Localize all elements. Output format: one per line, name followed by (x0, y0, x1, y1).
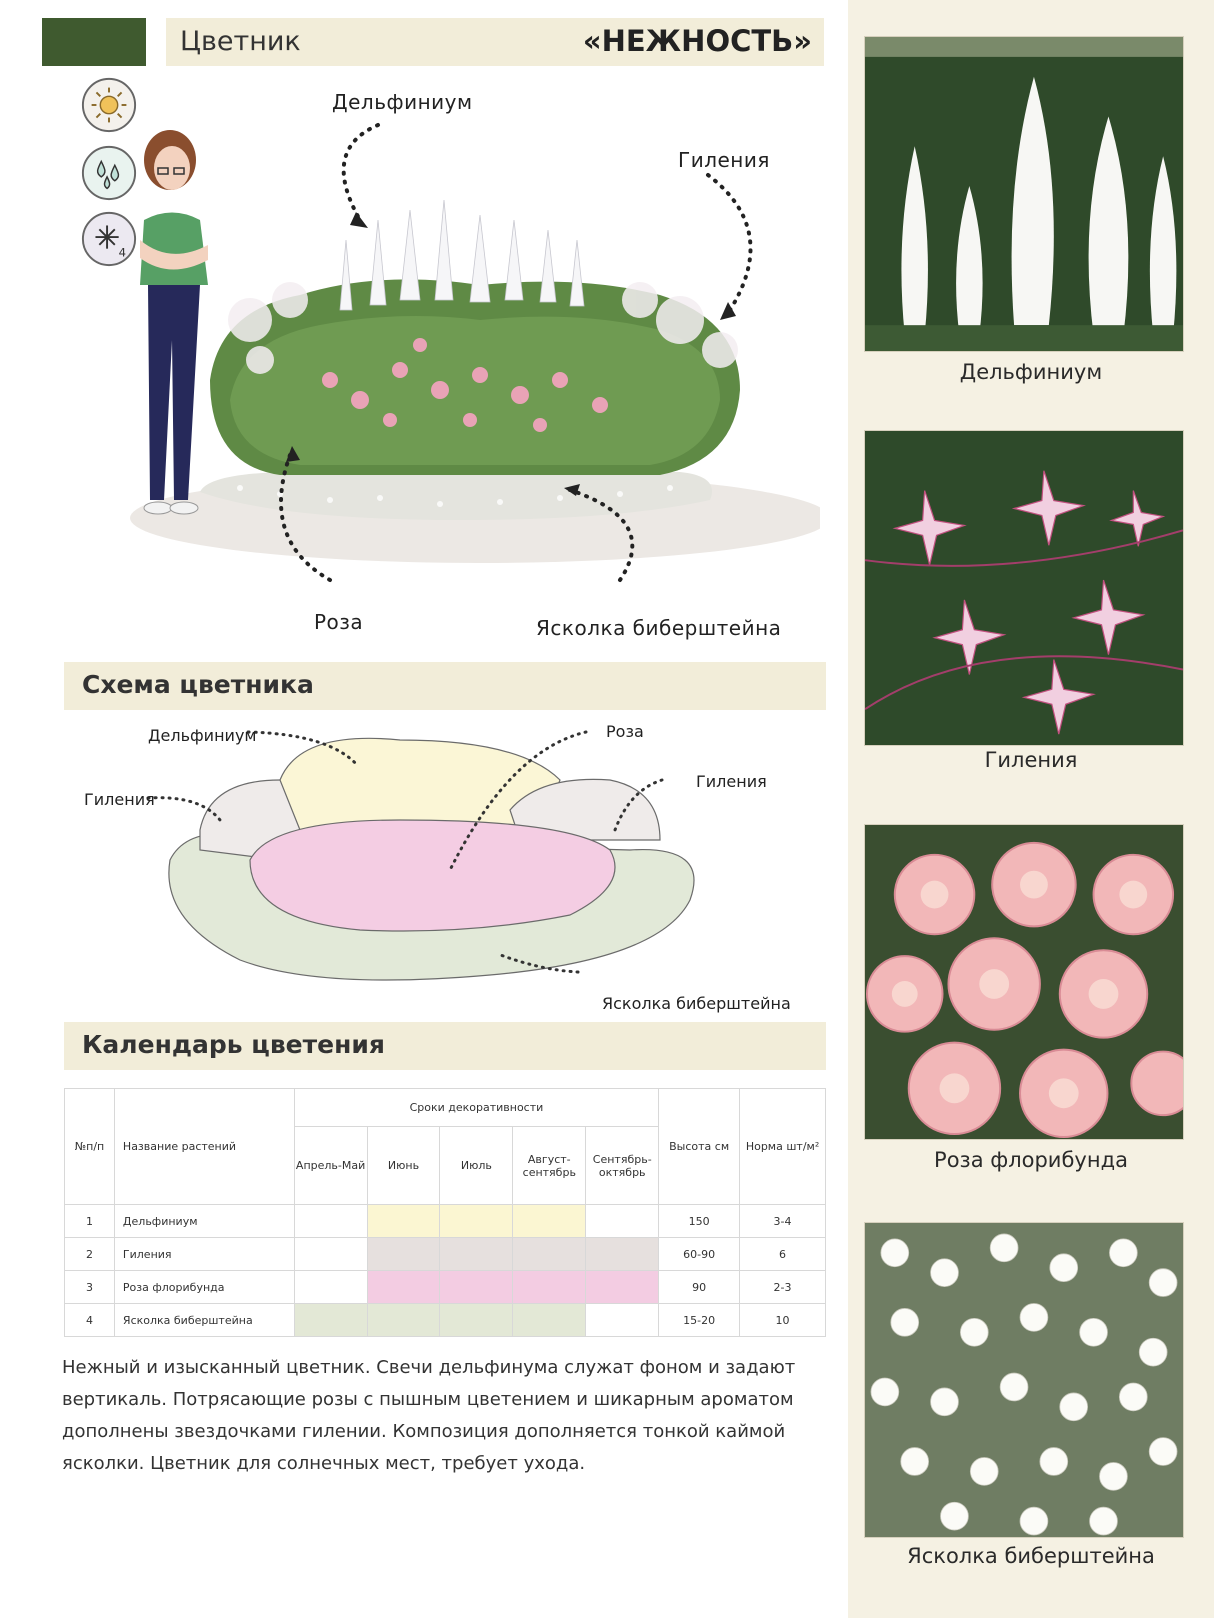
caption-gillenia: Гиления (984, 748, 1078, 772)
caption-delphinium: Дельфиниум (959, 360, 1103, 384)
photo-gillenia (864, 430, 1184, 746)
scheme-title: Схема цветника (82, 670, 314, 699)
bloom-cell (294, 1205, 367, 1238)
row-plant-name: Дельфиниум (114, 1205, 294, 1238)
col-header-period: Сроки декоративности (294, 1089, 659, 1127)
flowerbed-illustration (60, 80, 820, 650)
illus-label-cerastium: Ясколка биберштейна (536, 616, 782, 640)
scheme-label-delphinium: Дельфиниум (148, 726, 257, 745)
header-title-left: Цветник (180, 26, 301, 57)
col-header-month: Август-сентябрь (513, 1127, 586, 1205)
scheme-label-rose: Роза (606, 722, 644, 741)
illus-label-gillenia: Гиления (678, 148, 770, 172)
bloom-cell (367, 1271, 440, 1304)
bloom-cell (513, 1271, 586, 1304)
bloom-cell (440, 1271, 513, 1304)
row-height: 90 (659, 1271, 740, 1304)
row-plant-name: Гиления (114, 1238, 294, 1271)
table-row (65, 1304, 826, 1337)
table-row (65, 1205, 826, 1238)
row-norm: 6 (740, 1238, 826, 1271)
scheme-label-cerastium: Ясколка биберштейна (602, 994, 791, 1013)
bloom-cell (367, 1205, 440, 1238)
col-header-month: Июнь (367, 1127, 440, 1205)
description-text: Нежный и изысканный цветник. Свечи дельфинума служат фоном и задают вертикаль. Потрясающие розы с пышным цветением и шикарным ароматом дополнены звездочками гилении. Композиция дополняется тонкой каймой ясколки. Цветник для солнечных мест, требует ухода. (62, 1357, 796, 1474)
illus-label-delphinium: Дельфиниум (332, 90, 473, 114)
row-height: 60-90 (659, 1238, 740, 1271)
header-title-right: «НЕЖНОСТЬ» (582, 24, 812, 58)
bloom-cell (440, 1304, 513, 1337)
scheme-section-bar (64, 662, 826, 710)
row-norm: 2-3 (740, 1271, 826, 1304)
row-height: 150 (659, 1205, 740, 1238)
col-header-month: Сентябрь-октябрь (586, 1127, 659, 1205)
bloom-cell (513, 1238, 586, 1271)
bloom-cell (294, 1238, 367, 1271)
row-height: 15-20 (659, 1304, 740, 1337)
calendar-section-bar (64, 1022, 826, 1070)
caption-rose: Роза флорибунда (934, 1148, 1128, 1172)
table-row (65, 1238, 826, 1271)
bloom-cell (367, 1304, 440, 1337)
row-plant-name: Роза флорибунда (114, 1271, 294, 1304)
col-header-month: Июль (440, 1127, 513, 1205)
row-norm: 10 (740, 1304, 826, 1337)
row-num: 4 (65, 1304, 115, 1337)
bloom-cell (440, 1238, 513, 1271)
calendar-title: Календарь цветения (82, 1030, 385, 1059)
scheme-label-gillenia-left: Гиления (84, 790, 155, 809)
row-num: 3 (65, 1271, 115, 1304)
row-num: 2 (65, 1238, 115, 1271)
scheme-label-gillenia-right: Гиления (696, 772, 767, 791)
bloom-cell (294, 1271, 367, 1304)
bloom-cell (586, 1304, 659, 1337)
bloom-cell (586, 1271, 659, 1304)
col-header-norm: Норма шт/м² (740, 1089, 826, 1205)
bloom-cell (513, 1304, 586, 1337)
col-header-name: Название растений (114, 1089, 294, 1205)
col-header-num: №п/п (65, 1089, 115, 1205)
photo-delphinium (864, 36, 1184, 352)
bloom-cell (294, 1304, 367, 1337)
illus-label-rose: Роза (314, 610, 364, 634)
col-header-month: Апрель-Май (294, 1127, 367, 1205)
flowerbed-scheme (70, 720, 830, 1020)
bloom-cell (513, 1205, 586, 1238)
bloom-cell (440, 1205, 513, 1238)
bloom-cell (586, 1238, 659, 1271)
bloom-cell (367, 1238, 440, 1271)
caption-cerastium: Ясколка биберштейна (907, 1544, 1155, 1568)
photo-rose (864, 824, 1184, 1140)
col-header-height: Высота см (659, 1089, 740, 1205)
header-bar (166, 18, 824, 66)
header-accent-block (42, 18, 146, 66)
svg-text:4: 4 (118, 245, 127, 260)
row-num: 1 (65, 1205, 115, 1238)
photo-cerastium (864, 1222, 1184, 1538)
row-plant-name: Ясколка биберштейна (114, 1304, 294, 1337)
bloom-calendar-table (64, 1088, 826, 1337)
table-row (65, 1271, 826, 1304)
bloom-cell (586, 1205, 659, 1238)
row-norm: 3-4 (740, 1205, 826, 1238)
